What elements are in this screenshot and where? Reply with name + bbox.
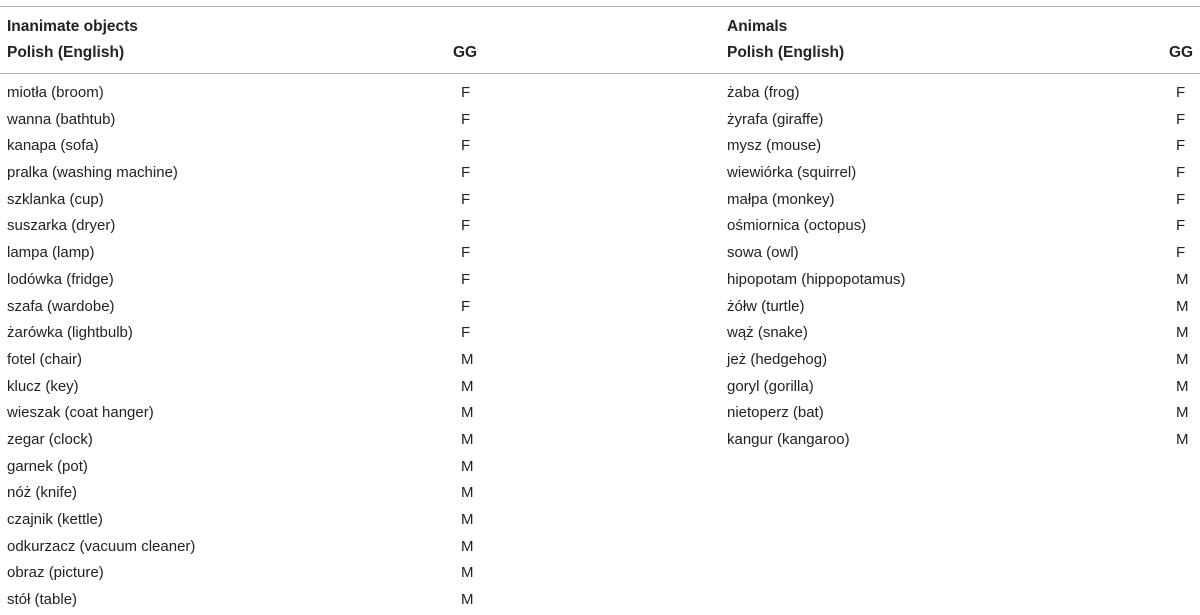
gender-cell: M — [461, 484, 474, 502]
word-cell: ośmiornica (octopus) — [727, 217, 867, 235]
table-row — [7, 107, 477, 134]
gender-cell: F — [461, 217, 471, 235]
column-header-polish-english: Polish (English) — [727, 44, 845, 61]
word-cell: garnek (pot) — [7, 457, 88, 475]
gender-cell: F — [461, 110, 471, 128]
gender-cell: F — [461, 164, 471, 182]
table-row — [7, 160, 477, 187]
section-title-animals: Animals — [727, 18, 788, 35]
table-row — [727, 160, 1197, 187]
gender-cell: F — [1176, 244, 1186, 262]
word-cell: żaba (frog) — [727, 84, 800, 101]
table-row — [7, 80, 477, 107]
gender-cell: F — [461, 190, 471, 208]
word-cell: żarówka (lightbulb) — [7, 324, 133, 342]
table-row — [7, 480, 477, 507]
gender-cell: M — [1176, 430, 1189, 448]
table-row — [727, 347, 1197, 374]
table-row — [7, 587, 477, 614]
word-cell: obraz (picture) — [7, 564, 104, 582]
word-cell: małpa (monkey) — [727, 190, 835, 208]
gender-cell: F — [1176, 190, 1186, 208]
gender-cell: M — [1176, 297, 1189, 315]
table-row — [7, 240, 477, 267]
table-row — [7, 374, 477, 401]
table-row — [7, 534, 477, 561]
gender-cell: F — [461, 137, 471, 155]
word-cell: kanapa (sofa) — [7, 137, 99, 155]
word-cell: pralka (washing machine) — [7, 164, 178, 182]
word-cell: szklanka (cup) — [7, 190, 104, 208]
word-cell: lampa (lamp) — [7, 244, 95, 262]
table-row — [727, 427, 1197, 454]
word-cell: hipopotam (hippopotamus) — [727, 270, 906, 288]
word-cell: fotel (chair) — [7, 350, 83, 368]
column-header-gg: GG — [1169, 44, 1194, 61]
table-row — [7, 560, 477, 587]
table-row — [7, 400, 477, 427]
word-cell: jeż (hedgehog) — [727, 350, 828, 368]
table-row — [7, 267, 477, 294]
word-cell: klucz (key) — [7, 377, 79, 395]
gender-cell: F — [1176, 84, 1186, 101]
table-row — [727, 267, 1197, 294]
gender-cell: F — [461, 297, 471, 315]
column-header-polish-english: Polish (English) — [7, 44, 125, 61]
table-row — [727, 107, 1197, 134]
word-cell: lodówka (fridge) — [7, 270, 114, 288]
table-row — [7, 427, 477, 454]
gender-cell: M — [461, 377, 474, 395]
word-cell: wąż (snake) — [727, 324, 808, 342]
gender-cell: M — [461, 404, 474, 422]
table-row — [727, 187, 1197, 214]
gender-cell: M — [1176, 324, 1189, 342]
gender-cell: M — [461, 511, 474, 528]
word-cell: wanna (bathtub) — [7, 110, 116, 128]
gender-cell: M — [461, 350, 474, 368]
word-cell: szafa (wardobe) — [7, 297, 115, 315]
table-row — [7, 133, 477, 160]
gender-cell: M — [461, 564, 474, 582]
gender-cell: F — [461, 270, 471, 288]
word-cell: nietoperz (bat) — [727, 404, 824, 422]
gender-cell: M — [1176, 404, 1189, 422]
gender-cell: M — [461, 457, 474, 475]
word-cell: wiewiórka (squirrel) — [727, 164, 857, 182]
table-row — [727, 400, 1197, 427]
word-cell: goryl (gorilla) — [727, 377, 814, 395]
word-cell: żółw (turtle) — [727, 297, 805, 315]
table-row — [727, 213, 1197, 240]
column-header-gg: GG — [453, 44, 478, 61]
gender-cell: F — [461, 244, 471, 262]
table-row — [727, 320, 1197, 347]
table-row — [7, 213, 477, 240]
gender-cell: M — [1176, 270, 1189, 288]
gender-cell: M — [461, 537, 474, 555]
word-cell: sowa (owl) — [727, 244, 799, 262]
inanimate-objects-list — [7, 80, 477, 614]
word-cell: żyrafa (giraffe) — [727, 110, 824, 128]
word-cell: wieszak (coat hanger) — [7, 404, 154, 422]
word-cell: kangur (kangaroo) — [727, 430, 850, 448]
table-row — [727, 294, 1197, 321]
table-row — [7, 507, 477, 534]
word-cell: miotła (broom) — [7, 84, 104, 101]
table-row — [727, 240, 1197, 267]
section-title-inanimate: Inanimate objects — [7, 18, 138, 35]
gender-cell: M — [1176, 377, 1189, 395]
gender-cell: F — [1176, 217, 1186, 235]
word-cell: odkurzacz (vacuum cleaner) — [7, 537, 196, 555]
gender-cell: F — [1176, 137, 1186, 155]
header-rule — [0, 73, 1200, 74]
gender-cell: M — [1176, 350, 1189, 368]
word-cell: czajnik (kettle) — [7, 511, 103, 528]
table-top-rule — [0, 6, 1200, 7]
table-row — [7, 187, 477, 214]
gender-cell: F — [461, 324, 471, 342]
table-row — [7, 320, 477, 347]
word-cell: nóż (knife) — [7, 484, 78, 502]
gender-cell: F — [1176, 110, 1186, 128]
table-row — [7, 454, 477, 481]
word-cell: zegar (clock) — [7, 430, 93, 448]
word-cell: suszarka (dryer) — [7, 217, 116, 235]
table-row — [7, 294, 477, 321]
gender-cell: M — [461, 591, 474, 609]
gender-cell: F — [461, 84, 471, 101]
table-row — [7, 347, 477, 374]
gender-cell: F — [1176, 164, 1186, 182]
gender-cell: M — [461, 430, 474, 448]
word-cell: stół (table) — [7, 591, 78, 609]
table-row — [727, 80, 1197, 107]
word-cell: mysz (mouse) — [727, 137, 822, 155]
table-row — [727, 133, 1197, 160]
table-row — [727, 374, 1197, 401]
animals-list — [727, 80, 1197, 454]
